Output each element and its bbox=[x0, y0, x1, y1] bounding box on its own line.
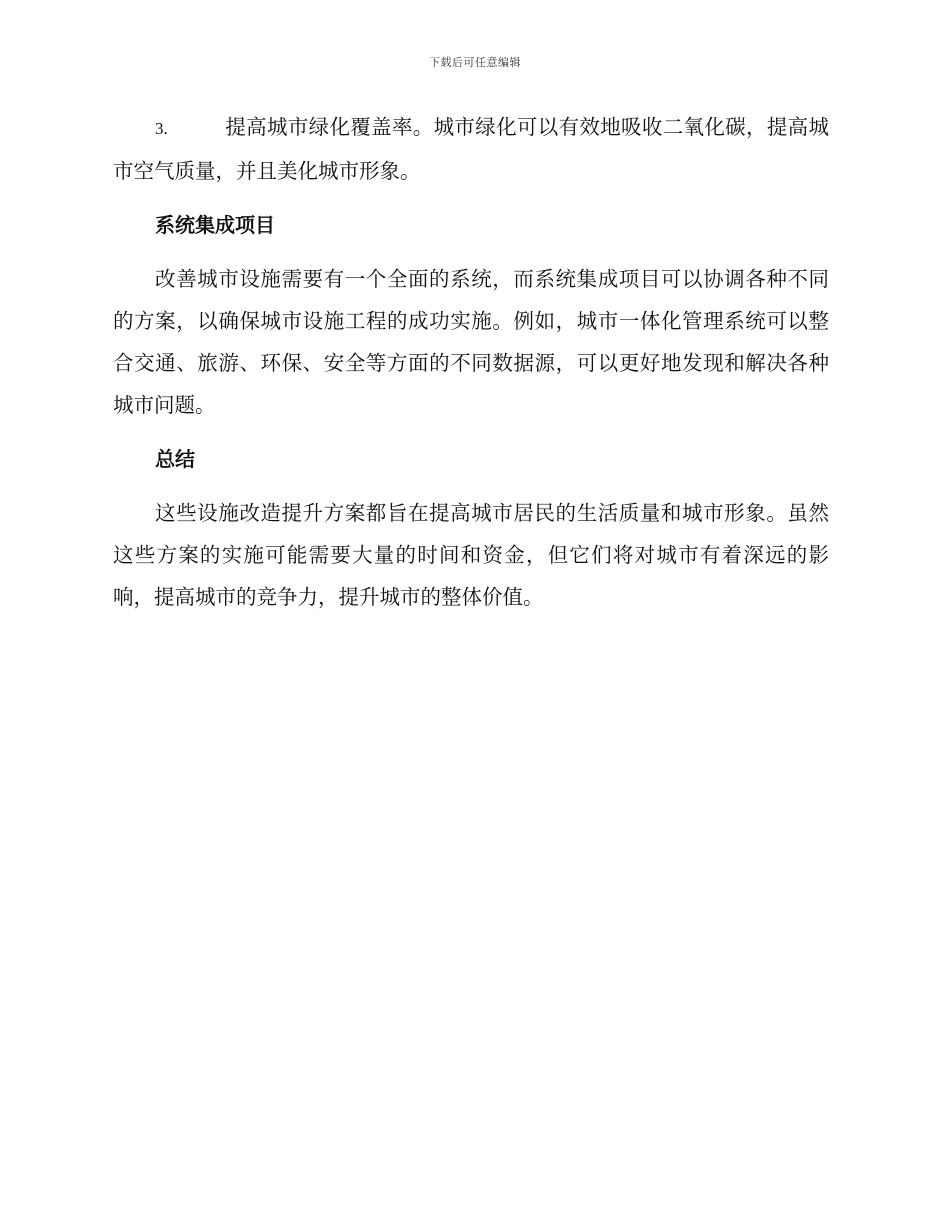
section-paragraph-system-integration: 改善城市设施需要有一个全面的系统，而系统集成项目可以协调各种不同的方案，以确保城市设施工程的成功实施。例如，城市一体化管理系统可以整合交通、旅游、环保、安全等方面的不同数据源，可以更好地发现和解决各种城市问题。 bbox=[113, 267, 829, 417]
item-text: 提高城市绿化覆盖率。城市绿化可以有效地吸收二氧化碳，提高城市空气质量，并且美化城市形象。 bbox=[113, 115, 829, 183]
section-paragraph-summary: 这些设施改造提升方案都旨在提高城市居民的生活质量和城市形象。虽然这些方案的实施可能需要大量的时间和资金，但它们将对城市有着深远的影响，提高城市的竞争力，提升城市的整体价值。 bbox=[113, 501, 829, 609]
section-heading-system-integration: 系统集成项目 bbox=[155, 213, 275, 237]
item-number: 3. bbox=[155, 119, 168, 138]
section-heading-summary: 总结 bbox=[155, 447, 195, 471]
page-header: 下载后可任意编辑 bbox=[429, 56, 521, 69]
document-body bbox=[113, 106, 829, 630]
numbered-item-3 bbox=[113, 106, 829, 192]
